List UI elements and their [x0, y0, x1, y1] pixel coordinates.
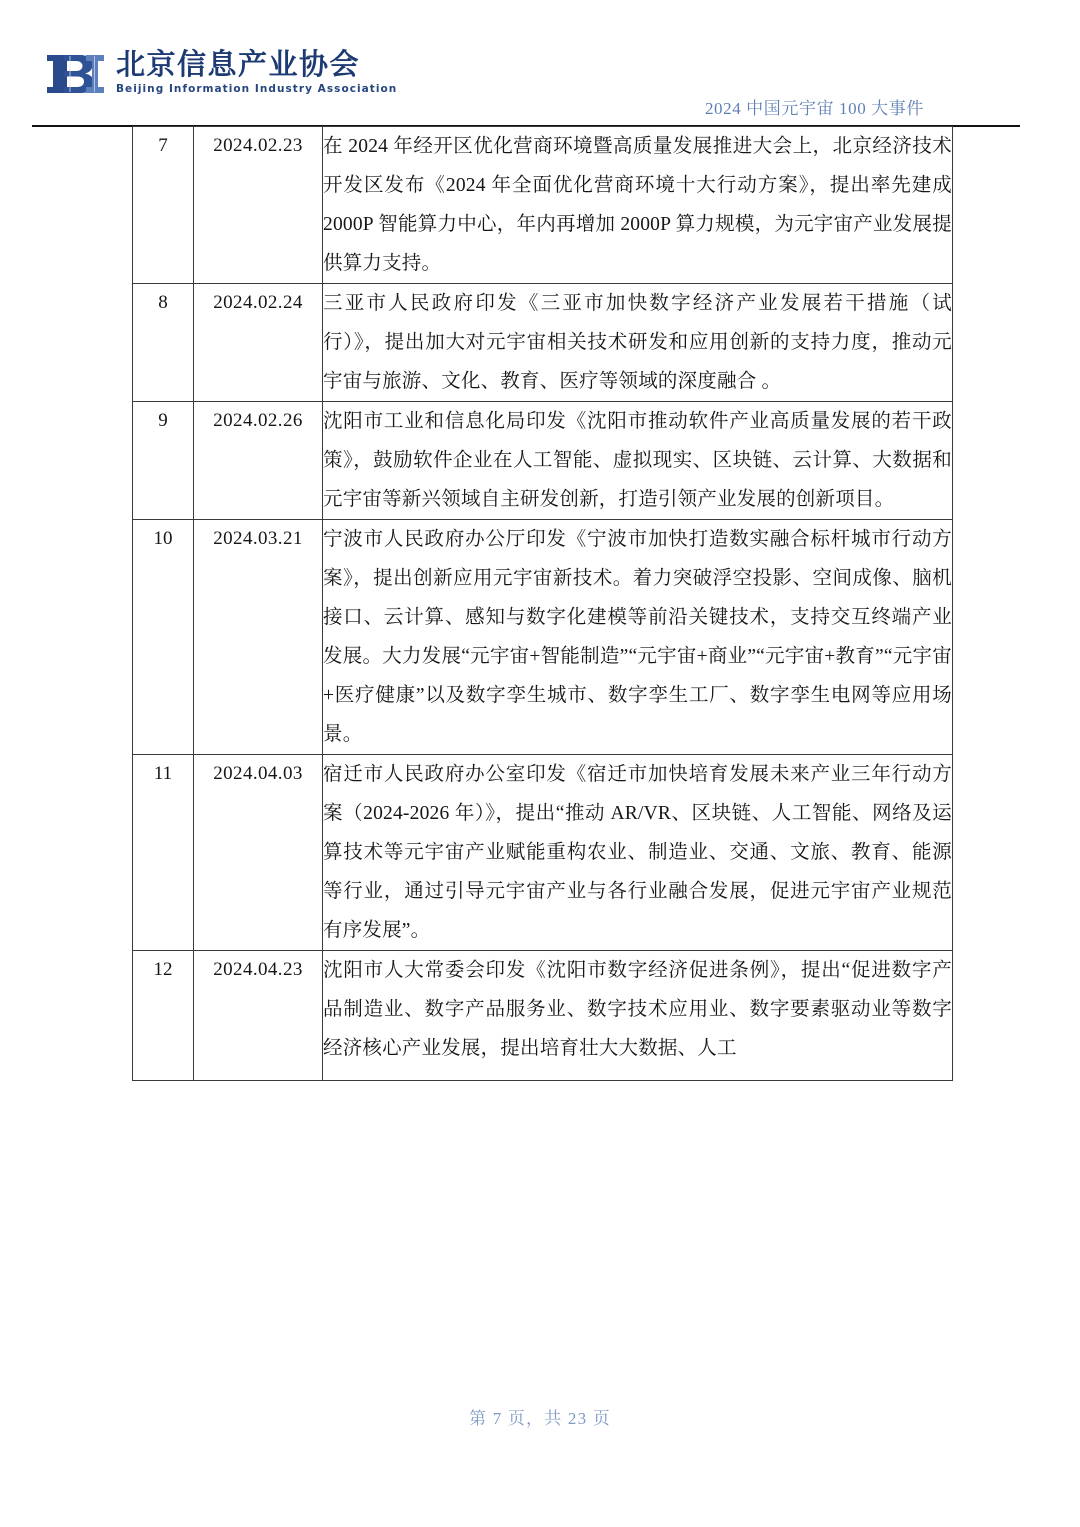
organization-brand [44, 46, 397, 100]
row-date: 2024.02.26 [194, 402, 323, 520]
row-description: 沈阳市人大常委会印发《沈阳市数字经济促进条例》，提出“促进数字产品制造业、数字产品服务业、数字技术应用业、数字要素驱动业等数字经济核心产业发展，提出培育壮大大数据、人工 [323, 951, 953, 1081]
bi-monogram-logo-icon [44, 48, 106, 100]
row-date: 2024.03.21 [194, 520, 323, 755]
page-header [32, 44, 1020, 122]
events-table-body [133, 127, 953, 1081]
row-date: 2024.02.24 [194, 284, 323, 402]
table-row [133, 284, 953, 402]
row-description: 宿迁市人民政府办公室印发《宿迁市加快培育发展未来产业三年行动方案（2024-2026 年）》，提出“推动 AR/VR、区块链、人工智能、网络及运算技术等元宇宙产业赋能重构农业、制造业、交通、文旅、教育、能源等行业，通过引导元宇宙产业与各行业融合发展，促进元宇宙产业规范有序发展”。 [323, 755, 953, 951]
organization-name-en: Beijing Information Industry Association [116, 83, 398, 96]
row-description: 沈阳市工业和信息化局印发《沈阳市推动软件产业高质量发展的若干政策》，鼓励软件企业在人工智能、虚拟现实、区块链、云计算、大数据和元宇宙等新兴领域自主研发创新，打造引领产业发展的创新项目。 [323, 402, 953, 520]
table-row [133, 755, 953, 951]
row-date: 2024.02.23 [194, 127, 323, 284]
page-footer [0, 1404, 1080, 1429]
running-header-title: 2024 中国元宇宙 100 大事件 [704, 99, 924, 118]
row-index: 10 [133, 520, 194, 755]
row-date: 2024.04.23 [194, 951, 323, 1081]
row-description: 宁波市人民政府办公厅印发《宁波市加快打造数实融合标杆城市行动方案》，提出创新应用元宇宙新技术。着力突破浮空投影、空间成像、脑机接口、云计算、感知与数字化建模等前沿关键技术，支持交互终端产业发展。大力发展“元宇宙+智能制造”“元宇宙+商业”“元宇宙+教育”“元宇宙+医疗健康”以及数字孪生城市、数字孪生工厂、数字孪生电网等应用场景。 [323, 520, 953, 755]
row-description: 三亚市人民政府印发《三亚市加快数字经济产业发展若干措施（试行）》，提出加大对元宇宙相关技术研发和应用创新的支持力度，推动元宇宙与旅游、文化、教育、医疗等领域的深度融合 。 [323, 284, 953, 402]
organization-name-cn: 北京信息产业协会 [116, 47, 361, 81]
row-index: 11 [133, 755, 194, 951]
table-row [133, 520, 953, 755]
table-row [133, 402, 953, 520]
brand-text-block [116, 46, 397, 95]
row-index: 8 [133, 284, 194, 402]
events-table [132, 126, 953, 1081]
page-number-label: 第 7 页，共 23 页 [469, 1409, 611, 1428]
row-description: 在 2024 年经开区优化营商环境暨高质量发展推进大会上，北京经济技术开发区发布《2024 年全面优化营商环境十大行动方案》，提出率先建成 2000P 智能算力中心，年内再增加 2000P 算力规模，为元宇宙产业发展提供算力支持。 [323, 127, 953, 284]
row-date: 2024.04.03 [194, 755, 323, 951]
row-index: 7 [133, 127, 194, 284]
table-row [133, 127, 953, 284]
table-row [133, 951, 953, 1081]
row-index: 12 [133, 951, 194, 1081]
row-index: 9 [133, 402, 194, 520]
